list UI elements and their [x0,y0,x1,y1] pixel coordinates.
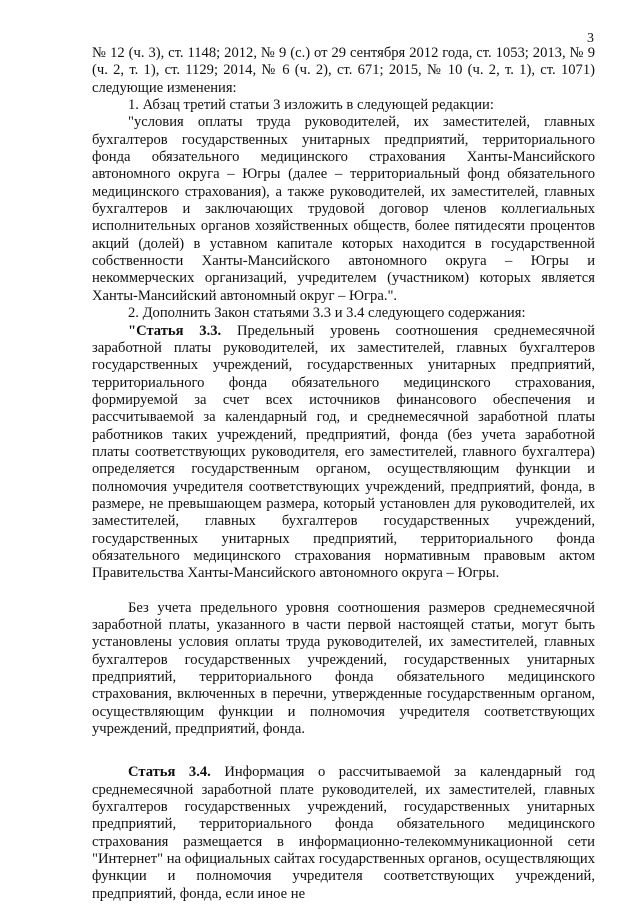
paragraph-continuation: № 12 (ч. 3), ст. 1148; 2012, № 9 (с.) от 29 сентября 2012 года, ст. 1053; 2013, № 9 (ч. 2, т. 1), ст. 1129; 2014, № 6 (ч. 2), ст. 671; 2015, № 10 (ч. 2, т. 1), ст. 1071) следующие изменения: [92,45,595,96]
paragraph-article-3-3-part-2: Без учета предельного уровня соотношения размеров среднемесячной заработной платы, указанного в части первой настоящей статьи, могут быть установлены условия оплаты труда руководителей, их заместителей, главных бухгалтеров государственных учреждений, государственных унитарных предприятий, территориального фонда обязательного медицинского страхования, включенных в перечни, утвержденные государственным органом, осуществляющим функции и полномочия учредителя соответствующих учреждений, предприятий, фонда. [92,599,595,738]
article-3-4-text: Информация о рассчитываемой за календарный год среднемесячной заработной плате руководителей, их заместителей, главных бухгалтеров государственных учреждений, государственных унитарных предприятий, территориального фонда обязательного медицинского страхования размещается в информационно-телекоммуникационной сети "Интернет" на официальных сайтах государственных органов, осуществляющих функции и полномочия учредителя соответствующих учреждений, предприятий, фонда, если иное не [92,764,595,902]
paragraph-item-1: 1. Абзац третий статьи 3 изложить в следующей редакции: [128,97,494,114]
paragraph-item-2: 2. Дополнить Закон статьями 3.3 и 3.4 следующего содержания: [128,305,526,322]
paragraph-article-3-4 [92,764,595,903]
article-3-4-heading: Статья 3.4. [128,764,211,781]
article-3-3-heading: "Статья 3.3. [128,322,222,339]
paragraph-quoted-text: "условия оплаты труда руководителей, их заместителей, главных бухгалтеров государственных унитарных предприятий, территориального фонда обязательного медицинского страхования Ханты-Мансийского автономного округа – Югры (далее – территориальный фонд обязательного медицинского страхования), а также руководителей, их заместителей, главных бухгалтеров и заключающих трудовой договор членов коллегиальных исполнительных органов хозяйственных обществ, более пятидесяти процентов акций (долей) в уставном капитале которых находится в государственной собственности Ханты-Мансийского автономного округа – Югры и некоммерческих организаций, учредителем (участником) которых является Ханты-Мансийский автономный округ – Югра.". [92,114,595,304]
article-3-3-text: Предельный уровень соотношения среднемесячной заработной платы руководителей, их заместителей, главных бухгалтеров государственных учреждений, государственных унитарных предприятий, территориального фонда обязательного медицинского страхования, формируемой за счет всех источников финансового обеспечения и рассчитываемой за календарный год, и среднемесячной заработной платы работников таких учреждений, предприятий, фонда (без учета заработной платы соответствующих руководителя, его заместителей, главного бухгалтера) определяется государственным органом, осуществляющим функции и полномочия учредителя соответствующих учреждений, предприятий, фонда, в размере, не превышающем размера, который установлен для руководителей, их заместителей, главных бухгалтеров государственных учреждений, государственных унитарных предприятий, территориального фонда обязательного медицинского страхования нормативным правовым актом Правительства Ханты-Мансийского автономного округа – Югры. [92,322,595,582]
document-body [92,45,595,903]
paragraph-article-3-3 [92,323,595,583]
page-number: 3 [587,31,594,46]
